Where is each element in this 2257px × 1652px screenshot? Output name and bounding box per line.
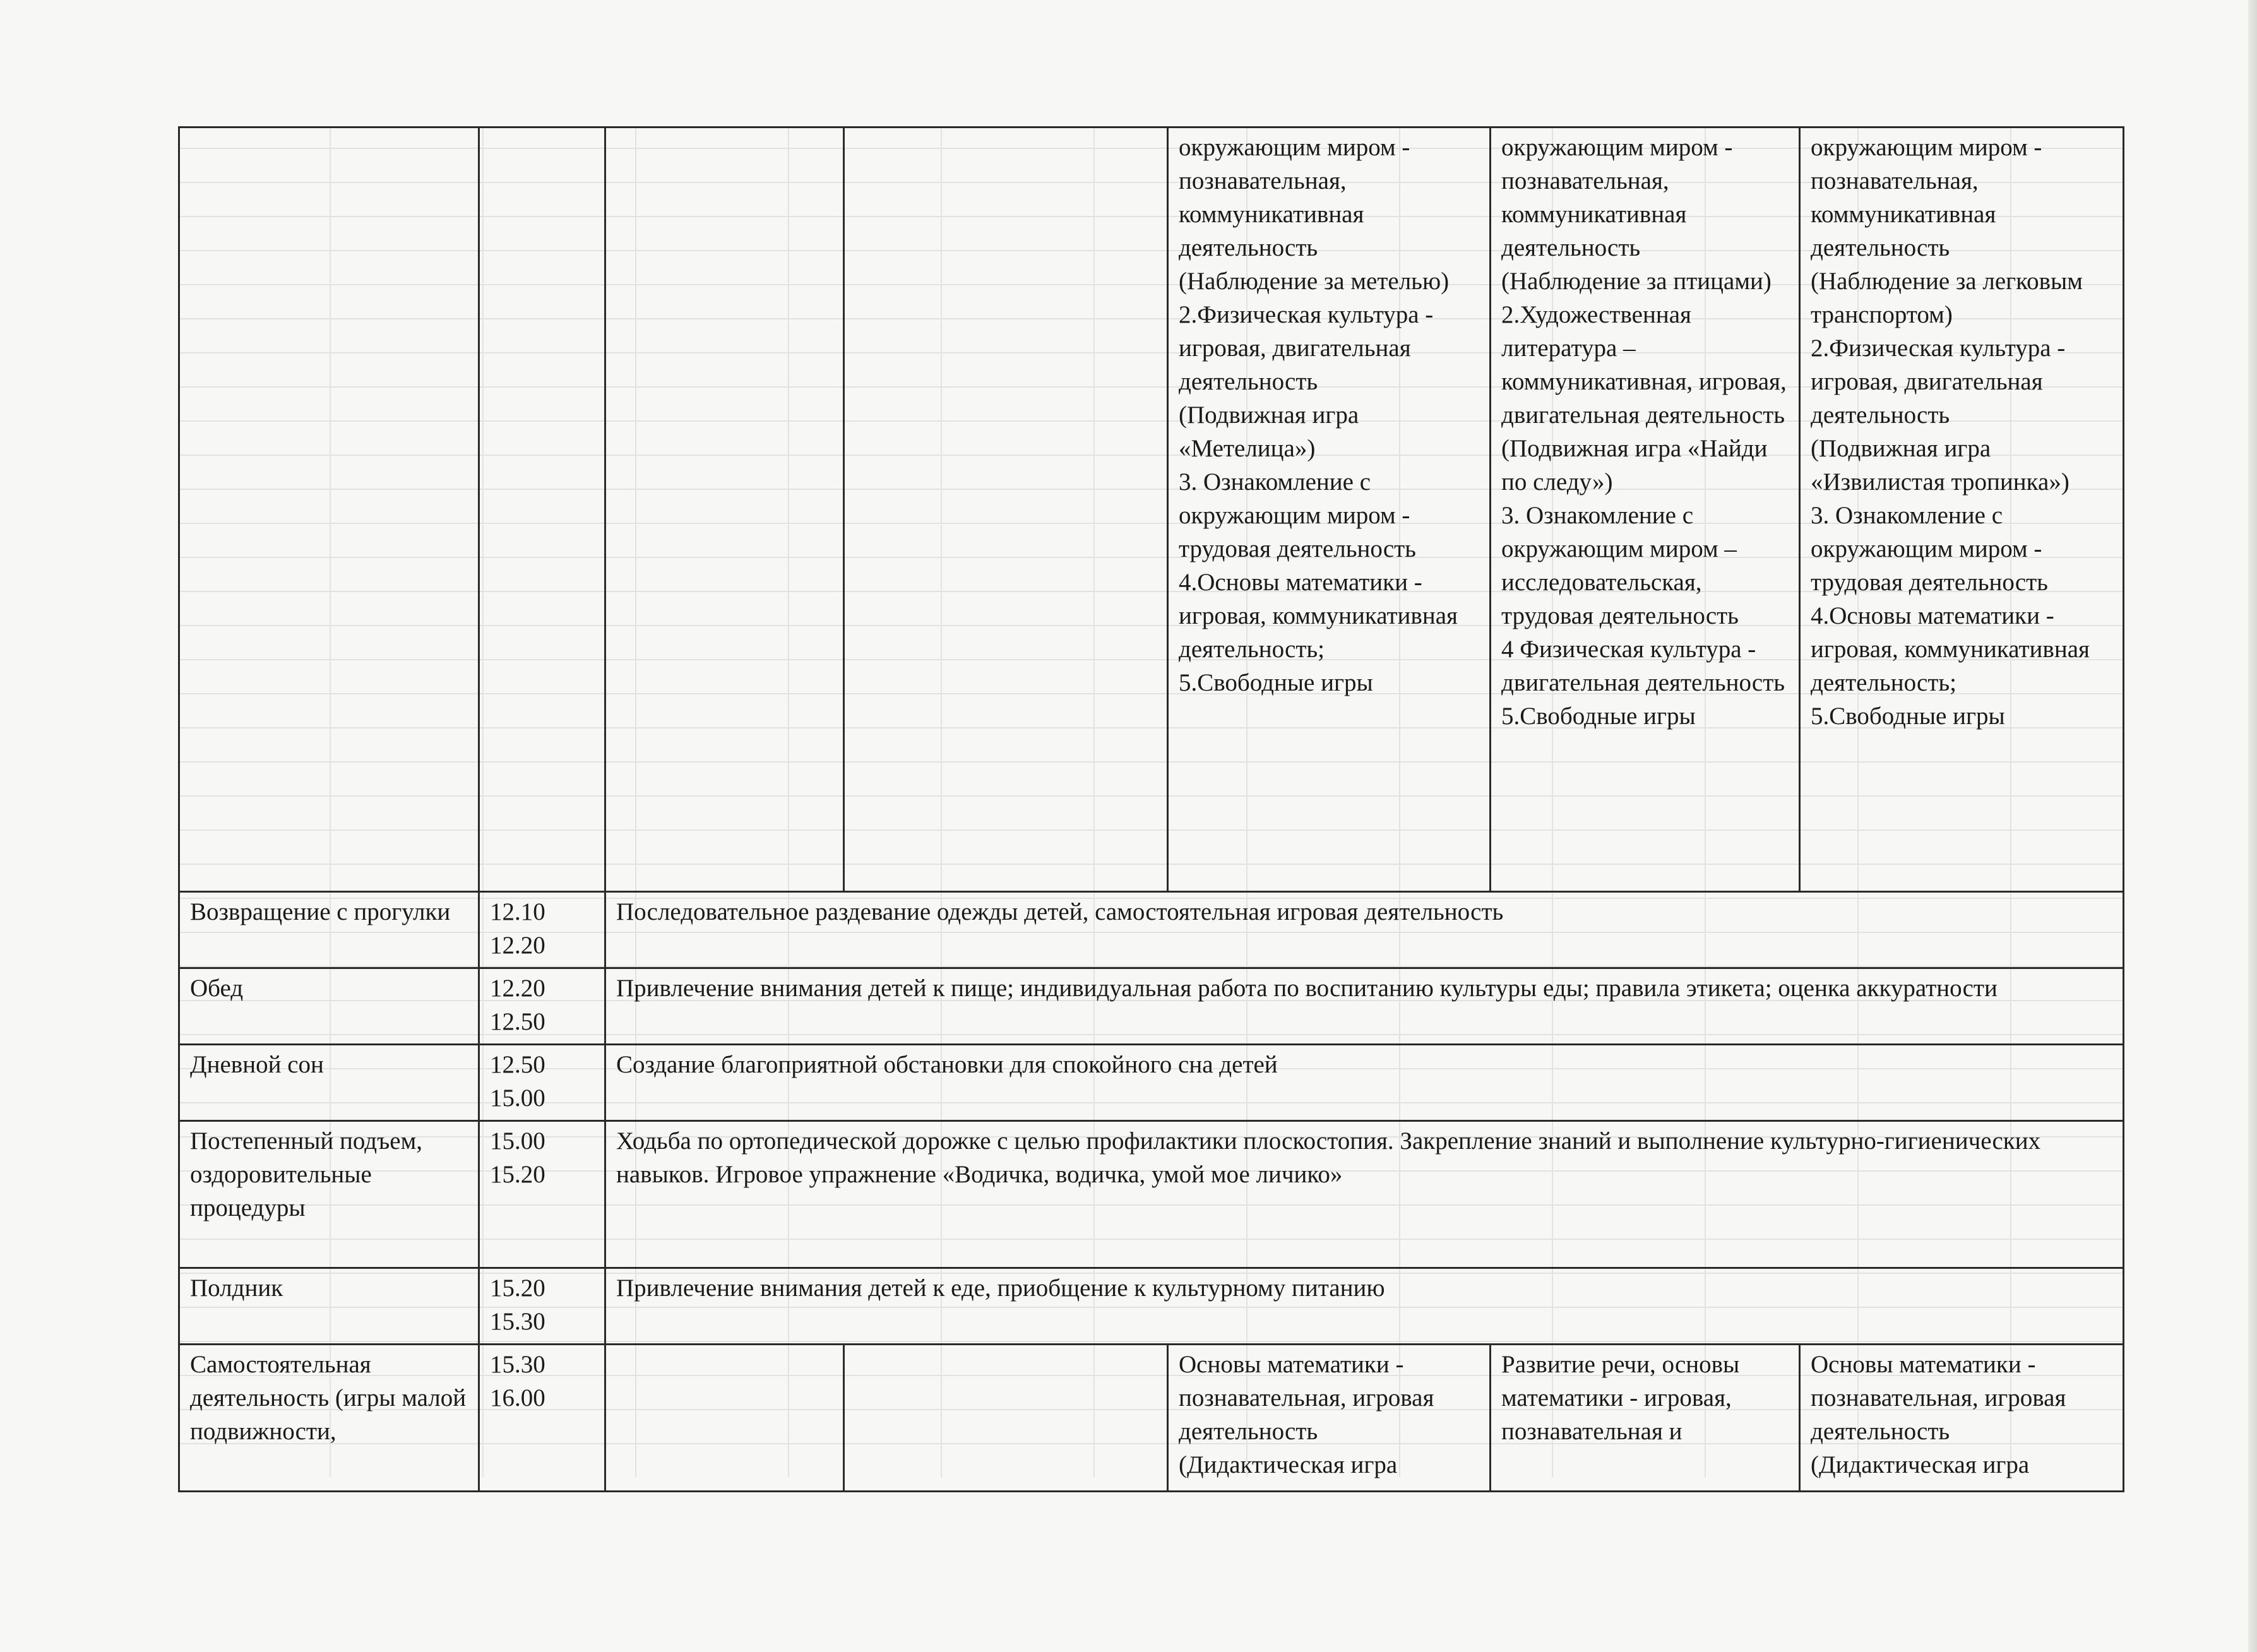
cell-col3-empty — [605, 1345, 844, 1492]
cell-wednesday: окружающим миром - познавательная, коммуникативная деятельность (Наблюдение за легковым транспортом) 2.Физическая культура - игровая, двигательная деятельность (Подвижная игра «Извилистая тропинка») 3. Ознакомление с окружающим миром - трудовая деятельность 4.Основы математики - игровая, коммуникативная деятельность; 5.Свободные игры — [1800, 128, 2124, 892]
cell-time: 15.00 15.20 — [479, 1121, 605, 1268]
table-row — [179, 968, 2124, 1045]
cell-time: 15.20 15.30 — [479, 1268, 605, 1345]
table-row — [179, 1045, 2124, 1121]
cell-activity: Постепенный подъем, оздоровительные процедуры — [179, 1121, 479, 1268]
table-row-free-activity — [179, 1345, 2124, 1492]
cell-tuesday: Развитие речи, основы математики - игровая, познавательная и — [1491, 1345, 1800, 1492]
cell-activity: Обед — [179, 968, 479, 1045]
cell-description: Последовательное раздевание одежды детей, самостоятельная игровая деятельность — [605, 892, 2124, 968]
cell-monday: Основы математики - познавательная, игровая деятельность (Дидактическая игра — [1168, 1345, 1491, 1492]
cell-time: 15.30 16.00 — [479, 1345, 605, 1492]
cell-description: Привлечение внимания детей к еде, приобщение к культурному питанию — [605, 1268, 2124, 1345]
schedule-table — [178, 126, 2124, 1492]
cell-description: Привлечение внимания детей к пище; индивидуальная работа по воспитанию культуры еды; правила этикета; оценка аккуратности — [605, 968, 2124, 1045]
cell-activity-empty — [179, 128, 479, 892]
cell-time: 12.20 12.50 — [479, 968, 605, 1045]
cell-activity: Самостоятельная деятельность (игры малой подвижности, — [179, 1345, 479, 1492]
cell-time-empty — [479, 128, 605, 892]
cell-description: Создание благоприятной обстановки для спокойного сна детей — [605, 1045, 2124, 1121]
cell-col4-empty — [844, 1345, 1168, 1492]
cell-activity: Дневной сон — [179, 1045, 479, 1121]
table-row — [179, 892, 2124, 968]
cell-col3-empty — [605, 128, 844, 892]
cell-activity: Возвращение с прогулки — [179, 892, 479, 968]
table-row — [179, 1121, 2124, 1268]
cell-monday: окружающим миром - познавательная, коммуникативная деятельность (Наблюдение за метелью) 2.Физическая культура - игровая, двигательная деятельность (Подвижная игра «Метелица») 3. Ознакомление с окружающим миром - трудовая деятельность 4.Основы математики - игровая, коммуникативная деятельность; 5.Свободные игры — [1168, 128, 1491, 892]
cell-activity: Полдник — [179, 1268, 479, 1345]
table-row-walk-continued — [179, 128, 2124, 892]
cell-time: 12.50 15.00 — [479, 1045, 605, 1121]
cell-col4-empty — [844, 128, 1168, 892]
cell-tuesday: окружающим миром - познавательная, коммуникативная деятельность (Наблюдение за птицами) 2.Художественная литература – коммуникативная, игровая, двигательная деятельность (Подвижная игра «Найди по следу») 3. Ознакомление с окружающим миром – исследовательская, трудовая деятельность 4 Физическая культура - двигательная деятельность 5.Свободные игры — [1491, 128, 1800, 892]
table-row — [179, 1268, 2124, 1345]
cell-wednesday: Основы математики - познавательная, игровая деятельность (Дидактическая игра — [1800, 1345, 2124, 1492]
cell-description: Ходьба по ортопедической дорожке с целью профилактики плоскостопия. Закрепление знаний и выполнение культурно-гигиенических навыков. Игровое упражнение «Водичка, водичка, умой мое личико» — [605, 1121, 2124, 1268]
cell-time: 12.10 12.20 — [479, 892, 605, 968]
scan-edge — [2248, 0, 2257, 1652]
